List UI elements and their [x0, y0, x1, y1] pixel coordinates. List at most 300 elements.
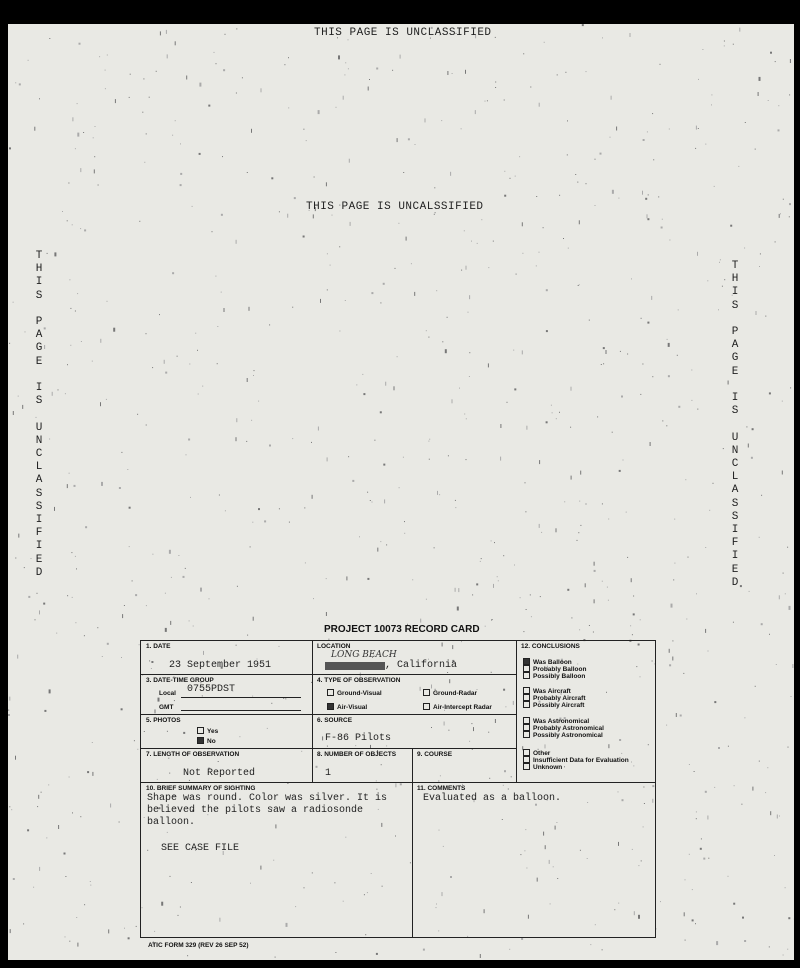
noise-speck [332, 215, 333, 216]
summary-line-2: believed the pilots saw a radiosonde balloon. [147, 805, 364, 828]
noise-speck [77, 293, 78, 294]
noise-speck [640, 394, 641, 395]
noise-speck [541, 532, 542, 533]
noise-speck [730, 225, 732, 227]
noise-speck [252, 522, 253, 523]
noise-speck [97, 627, 98, 628]
conclusions-label: 12. CONCLUSIONS [521, 643, 580, 650]
banner-letter: F [731, 537, 739, 550]
checkbox-icon [523, 717, 530, 724]
noise-speck [666, 425, 667, 426]
noise-speck [500, 424, 501, 428]
noise-speck [327, 253, 328, 254]
noise-speck [571, 387, 572, 391]
noise-speck [39, 867, 40, 871]
noise-speck [107, 55, 108, 56]
source-cell [313, 715, 517, 749]
noise-speck [356, 384, 357, 385]
noise-speck [530, 594, 531, 595]
noise-speck [247, 378, 248, 382]
noise-speck [9, 147, 11, 149]
noise-speck [236, 28, 237, 29]
noise-speck [702, 49, 703, 50]
noise-speck [469, 295, 470, 299]
middle-classification-banner: THIS PAGE IS UNCALSSIFIED [306, 201, 484, 213]
summary-note: SEE CASE FILE [161, 843, 240, 854]
noise-speck [306, 140, 307, 141]
banner-letter: N [731, 444, 739, 457]
banner-letter: N [35, 434, 43, 447]
noise-speck [507, 402, 508, 403]
noise-speck [15, 756, 16, 760]
noise-speck [787, 949, 788, 950]
noise-speck [612, 190, 614, 194]
noise-speck [113, 328, 115, 332]
noise-speck [759, 77, 761, 81]
noise-speck [779, 816, 780, 817]
noise-speck [616, 127, 617, 131]
noise-speck [714, 787, 715, 788]
noise-speck [72, 117, 73, 121]
noise-speck [107, 643, 109, 645]
noise-speck [320, 299, 321, 303]
noise-speck [619, 470, 621, 472]
noise-speck [785, 887, 786, 888]
noise-speck [611, 96, 612, 100]
date-time-group-cell [141, 675, 313, 715]
noise-speck [582, 24, 584, 26]
noise-speck [350, 222, 351, 226]
banner-letter: F [35, 527, 43, 540]
noise-speck [253, 375, 254, 376]
noise-speck [476, 583, 478, 585]
noise-speck [92, 742, 93, 743]
noise-speck [632, 634, 633, 635]
noise-speck [495, 37, 496, 38]
noise-speck [132, 580, 133, 581]
noise-speck [106, 399, 107, 400]
noise-speck [705, 144, 706, 145]
noise-speck [80, 228, 81, 229]
noise-speck [372, 502, 373, 503]
noise-speck [642, 191, 643, 195]
noise-speck [397, 138, 398, 142]
noise-speck [200, 588, 202, 592]
num-objects-label: 8. NUMBER OF OBJECTS [317, 751, 397, 758]
noise-speck [49, 38, 50, 39]
noise-speck [738, 166, 739, 167]
noise-speck [775, 241, 776, 242]
noise-speck [178, 555, 179, 556]
noise-speck [269, 324, 270, 325]
noise-speck [742, 917, 744, 919]
type-of-observation-cell [313, 675, 517, 715]
noise-speck [600, 153, 602, 155]
noise-speck [593, 632, 594, 633]
banner-letter: S [731, 405, 739, 418]
noise-speck [685, 940, 686, 941]
noise-speck [536, 265, 537, 266]
summary-label: 10. BRIEF SUMMARY OF SIGHTING [146, 785, 256, 792]
noise-speck [744, 940, 746, 942]
noise-speck [54, 252, 56, 256]
noise-speck [761, 623, 763, 625]
noise-speck [520, 597, 521, 598]
noise-speck [383, 283, 385, 285]
banner-letter: A [35, 329, 43, 342]
noise-speck [172, 272, 174, 274]
source-value: F-86 Pilots [325, 733, 392, 744]
noise-speck [708, 858, 709, 859]
noise-speck [222, 156, 223, 157]
noise-speck [65, 936, 66, 937]
noise-speck [685, 879, 686, 880]
noise-speck [778, 129, 780, 131]
noise-speck [485, 626, 486, 627]
checkbox-icon [523, 756, 530, 763]
noise-speck [603, 347, 605, 349]
noise-speck [696, 126, 697, 130]
noise-speck [72, 597, 73, 598]
noise-speck [578, 532, 579, 533]
noise-speck [688, 557, 689, 558]
noise-speck [696, 818, 697, 819]
noise-speck [326, 612, 327, 616]
noise-speck [428, 337, 429, 338]
noise-speck [612, 432, 613, 433]
noise-speck [99, 56, 100, 57]
banner-letter: D [731, 576, 739, 589]
noise-speck [395, 268, 396, 269]
noise-speck [292, 307, 293, 308]
noise-speck [493, 584, 494, 588]
noise-speck [166, 30, 167, 34]
noise-speck [459, 388, 460, 389]
noise-speck [780, 213, 781, 214]
noise-speck [221, 214, 223, 216]
noise-speck [137, 749, 138, 750]
noise-speck [770, 811, 771, 815]
checkbox-icon [523, 763, 530, 770]
course-label: 9. COURSE [417, 751, 453, 758]
noise-speck [698, 128, 699, 129]
noise-speck [124, 605, 125, 606]
noise-speck [481, 219, 482, 220]
noise-speck [494, 542, 495, 543]
noise-speck [254, 370, 255, 371]
dtg-local-underline [181, 697, 301, 698]
noise-speck [394, 386, 395, 390]
noise-speck [403, 172, 404, 173]
noise-speck [631, 578, 632, 582]
noise-speck [52, 392, 53, 396]
noise-speck [376, 953, 378, 955]
source-label: 6. SOURCE [317, 717, 353, 724]
noise-speck [777, 815, 778, 819]
noise-speck [526, 426, 527, 430]
noise-speck [783, 199, 784, 200]
noise-speck [472, 594, 473, 595]
noise-speck [67, 484, 68, 488]
noise-speck [13, 302, 14, 303]
banner-letter: H [731, 273, 739, 286]
location-label: LOCATION [317, 643, 351, 650]
banner-letter: I [35, 382, 43, 395]
noise-speck [137, 414, 138, 415]
noise-speck [247, 635, 248, 636]
noise-speck [672, 657, 673, 661]
noise-speck [589, 320, 590, 321]
noise-speck [108, 929, 109, 933]
noise-speck [790, 387, 791, 388]
noise-speck [100, 402, 101, 406]
noise-speck [756, 311, 757, 315]
noise-speck [27, 829, 29, 831]
noise-speck [48, 784, 49, 785]
noise-speck [633, 613, 635, 615]
noise-speck [621, 396, 623, 398]
noise-speck [580, 471, 581, 475]
noise-speck [192, 206, 193, 207]
noise-speck [788, 917, 790, 919]
noise-speck [180, 143, 181, 144]
noise-speck [696, 811, 697, 812]
noise-speck [44, 710, 46, 712]
noise-speck [447, 317, 448, 318]
checked-box-icon [197, 737, 204, 744]
noise-speck [94, 156, 95, 157]
banner-letter: U [731, 431, 739, 444]
noise-speck [751, 457, 753, 459]
noise-speck [792, 664, 793, 668]
noise-speck [749, 591, 750, 592]
noise-speck [567, 154, 568, 155]
noise-speck [789, 94, 790, 95]
noise-speck [466, 418, 467, 419]
comments-cell [413, 783, 655, 937]
noise-speck [195, 333, 196, 334]
noise-speck [17, 655, 18, 659]
noise-speck [674, 519, 675, 520]
noise-speck [41, 792, 42, 793]
noise-speck [404, 533, 405, 534]
noise-speck [197, 350, 198, 351]
noise-speck [647, 131, 648, 132]
noise-speck [445, 349, 447, 353]
noise-speck [441, 120, 442, 121]
checkbox-icon [197, 727, 204, 734]
noise-speck [673, 579, 674, 580]
noise-speck [236, 240, 237, 244]
noise-speck [186, 454, 187, 455]
noise-speck [411, 263, 412, 264]
noise-speck [557, 74, 558, 75]
noise-speck [567, 120, 568, 121]
noise-speck [568, 248, 569, 249]
noise-speck [546, 421, 548, 423]
photos-label: 5. PHOTOS [146, 717, 181, 724]
noise-speck [83, 132, 84, 133]
noise-speck [640, 619, 641, 620]
noise-speck [92, 361, 93, 362]
course-cell [413, 749, 517, 783]
noise-speck [223, 69, 225, 71]
banner-letter: S [35, 500, 43, 513]
noise-speck [455, 507, 456, 508]
dtg-label: 3. DATE-TIME GROUP [146, 677, 214, 684]
noise-speck [15, 558, 16, 559]
noise-speck [101, 482, 103, 486]
comments-value: Evaluated as a balloon. [423, 793, 562, 804]
noise-speck [523, 53, 524, 54]
noise-speck [716, 941, 718, 945]
noise-speck [626, 512, 627, 513]
type-obs-option-3: Air-Visual [327, 703, 367, 711]
noise-speck [134, 740, 135, 741]
noise-speck [594, 599, 595, 603]
noise-speck [327, 457, 328, 461]
noise-speck [698, 79, 699, 80]
noise-speck [789, 606, 791, 610]
noise-speck [724, 45, 725, 46]
noise-speck [434, 187, 435, 188]
banner-letter: I [731, 550, 739, 563]
noise-speck [608, 519, 609, 520]
banner-letter: A [731, 484, 739, 497]
noise-speck [765, 792, 766, 793]
noise-speck [570, 427, 571, 428]
noise-speck [404, 521, 405, 522]
noise-speck [72, 224, 73, 225]
noise-speck [645, 198, 647, 200]
noise-speck [701, 838, 702, 839]
noise-speck [745, 122, 746, 123]
conclusion-insufficient-data: Insufficient Data for Evaluation [523, 756, 629, 764]
noise-speck [457, 607, 459, 611]
noise-speck [594, 562, 595, 566]
noise-speck [72, 812, 73, 813]
noise-speck [669, 240, 670, 241]
noise-speck [436, 290, 437, 291]
noise-speck [376, 68, 378, 70]
noise-speck [144, 162, 145, 163]
noise-speck [522, 350, 523, 354]
noise-speck [650, 442, 651, 446]
noise-speck [217, 363, 218, 364]
noise-speck [504, 171, 505, 172]
noise-speck [627, 557, 628, 558]
banner-letter: C [731, 458, 739, 471]
noise-speck [678, 406, 680, 408]
record-card [140, 640, 656, 938]
record-card-title: PROJECT 10073 RECORD CARD [324, 624, 480, 635]
noise-speck [209, 598, 210, 599]
noise-speck [692, 919, 694, 921]
noise-speck [689, 854, 690, 855]
noise-speck [705, 547, 706, 548]
noise-speck [142, 112, 143, 113]
noise-speck [170, 621, 171, 625]
noise-speck [577, 182, 578, 183]
noise-speck [633, 596, 634, 597]
noise-speck [602, 37, 603, 38]
noise-speck [759, 537, 760, 538]
noise-speck [69, 279, 70, 280]
noise-speck [627, 354, 628, 355]
noise-speck [586, 71, 587, 72]
noise-speck [426, 599, 427, 600]
noise-speck [595, 205, 596, 206]
noise-speck [164, 360, 165, 364]
conclusion-probably-aircraft: Probably Aircraft [523, 694, 586, 702]
noise-speck [544, 42, 545, 43]
banner-letter: I [731, 392, 739, 405]
noise-speck [437, 491, 438, 495]
noise-speck [500, 457, 501, 461]
noise-speck [303, 236, 305, 238]
noise-speck [348, 68, 349, 69]
noise-speck [121, 452, 122, 453]
noise-speck [452, 73, 453, 74]
noise-speck [185, 568, 186, 569]
form-number: ATIC FORM 329 (REV 26 SEP 52) [148, 942, 249, 949]
noise-speck [171, 577, 172, 578]
noise-speck [775, 61, 776, 62]
noise-speck [705, 791, 707, 793]
banner-letter: L [35, 461, 43, 474]
noise-speck [728, 876, 729, 877]
noise-speck [146, 333, 147, 334]
noise-speck [493, 241, 494, 242]
noise-speck [491, 620, 492, 621]
noise-speck [744, 248, 745, 249]
noise-speck [647, 322, 649, 324]
noise-speck [630, 625, 631, 626]
noise-speck [149, 97, 150, 98]
noise-speck [452, 399, 453, 403]
noise-speck [128, 937, 130, 939]
noise-speck [121, 708, 123, 710]
noise-speck [723, 448, 724, 449]
noise-speck [455, 500, 456, 501]
noise-speck [498, 580, 499, 581]
noise-speck [429, 439, 430, 440]
noise-speck [288, 107, 289, 108]
noise-speck [152, 367, 153, 368]
noise-speck [119, 822, 120, 823]
noise-speck [58, 825, 59, 829]
noise-speck [127, 469, 128, 470]
left-vertical-banner [32, 250, 46, 580]
noise-speck [75, 622, 76, 623]
noise-speck [414, 292, 415, 296]
noise-speck [318, 110, 320, 114]
noise-speck [603, 363, 604, 364]
noise-speck [11, 809, 12, 810]
noise-speck [579, 629, 580, 630]
noise-speck [579, 284, 580, 285]
noise-speck [752, 787, 753, 791]
noise-speck [65, 393, 66, 394]
banner-letter: S [731, 510, 739, 523]
checkbox-icon [523, 701, 530, 708]
top-classification-banner: THIS PAGE IS UNCLASSIFIED [314, 27, 492, 39]
noise-speck [62, 211, 63, 212]
noise-speck [221, 292, 222, 293]
noise-speck [292, 438, 293, 439]
noise-speck [214, 52, 215, 53]
banner-letter: D [35, 566, 43, 579]
